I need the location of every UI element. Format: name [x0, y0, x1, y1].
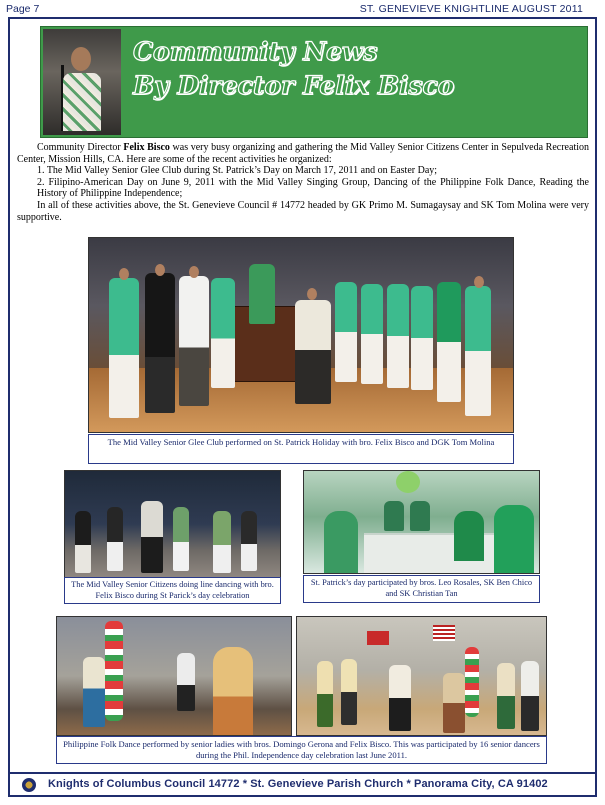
footer-text: Knights of Columbus Council 14772 * St. Genevieve Parish Church * Panorama City, CA 91402 — [48, 778, 548, 790]
article-intro — [17, 142, 589, 165]
section-title-line1: Community News — [133, 37, 378, 66]
caption-st-patricks: St. Patrick’s day participated by bros. Leo Rosales, SK Ben Chico and SK Christian Tan — [303, 575, 540, 603]
balloon-column — [465, 647, 479, 717]
singer — [109, 278, 139, 418]
folk-dancer — [443, 673, 465, 733]
page-number: Page 7 — [6, 3, 40, 15]
singer — [335, 282, 357, 382]
director-photo — [43, 29, 121, 135]
felix-bisco-dancing — [141, 501, 163, 573]
publication-title: ST. GENEVIEVE KNIGHTLINE AUGUST 2011 — [359, 3, 583, 15]
dancer-man — [177, 653, 195, 711]
singer — [411, 286, 433, 390]
section-title-line2: By Director Felix Bisco — [133, 71, 455, 100]
face — [155, 264, 165, 276]
knights-of-columbus-emblem-icon — [22, 778, 36, 792]
intro-rest: was very busy organizing and gathering the Mid Valley Senior Citizens Center in Sepulveda Recreation Center, Mission Hills, CA. Here are some of the recent activities he organized: — [17, 142, 589, 165]
activity-item-2: 2. Filipino-American Day on June 9, 2011 with the Mid Valley Singing Group, Dancing of the Philippine Folk Dance, Reading the History of Philippine Independence; — [37, 176, 589, 200]
singer — [465, 286, 491, 416]
folk-dance-photo-left — [56, 616, 292, 736]
director-shirt — [63, 73, 101, 131]
folk-dance-photo-right — [296, 616, 547, 736]
section-title — [133, 35, 454, 103]
attendee — [384, 501, 404, 531]
face — [119, 268, 129, 280]
article-closing: In all of these activities above, the St. Genevieve Council # 14772 headed by GK Primo M. Sumagaysay and SK Tom Molina were very supportive. — [17, 199, 589, 223]
section-banner — [40, 26, 588, 138]
attendee — [324, 511, 358, 574]
dancer — [173, 507, 189, 571]
felix-bisco-seated — [295, 300, 331, 404]
folk-dancer — [521, 661, 539, 731]
director-head — [71, 47, 91, 71]
us-flag — [433, 625, 455, 641]
folk-dancer — [341, 659, 357, 725]
folk-dancer — [213, 647, 253, 736]
page-footer — [8, 772, 597, 797]
dancer — [213, 511, 231, 573]
singer — [179, 276, 209, 406]
singer — [145, 273, 175, 413]
singer — [249, 264, 275, 324]
singer — [437, 282, 461, 402]
balloon — [396, 471, 420, 493]
felix-bisco-folk — [389, 665, 411, 731]
flag — [367, 631, 389, 645]
activity-item-1: 1. The Mid Valley Senior Glee Club during St. Patrick’s Day on March 17, 2011 and on Easter Day; — [37, 165, 438, 177]
dancer — [75, 511, 91, 573]
face — [307, 288, 317, 300]
caption-folk-dance: Philippine Folk Dance performed by senior ladies with bros. Domingo Gerona and Felix Bisco. This was participated by 16 senior dancers during the Phil. Independence day celebration last June 2011. — [56, 736, 547, 764]
singer — [211, 278, 235, 388]
singer — [361, 284, 383, 384]
intro-prefix: Community Director — [37, 142, 124, 153]
singer — [387, 284, 409, 388]
folk-dancer — [317, 661, 333, 727]
folk-dancer — [497, 663, 515, 729]
attendee — [454, 511, 484, 561]
director-name: Felix Bisco — [123, 142, 170, 153]
balloon-column — [105, 621, 123, 721]
article-body — [17, 142, 589, 223]
face — [474, 276, 484, 288]
face — [189, 266, 199, 278]
attendee — [410, 501, 430, 531]
caption-line-dancing: The Mid Valley Senior Citizens doing line dancing with bro. Felix Bisco during St Parick’s day celebration — [64, 577, 281, 604]
folk-dancer — [83, 657, 105, 727]
attendee — [494, 505, 534, 574]
footer-rule — [8, 772, 597, 774]
dancer — [241, 511, 257, 571]
caption-glee-club: The Mid Valley Senior Glee Club performed on St. Patrick Holiday with bro. Felix Bisco and DGK Tom Molina — [88, 434, 514, 464]
dancer — [107, 507, 123, 571]
st-patricks-day-photo — [303, 470, 540, 574]
line-dancing-photo — [64, 470, 281, 578]
glee-club-photo — [88, 237, 514, 433]
